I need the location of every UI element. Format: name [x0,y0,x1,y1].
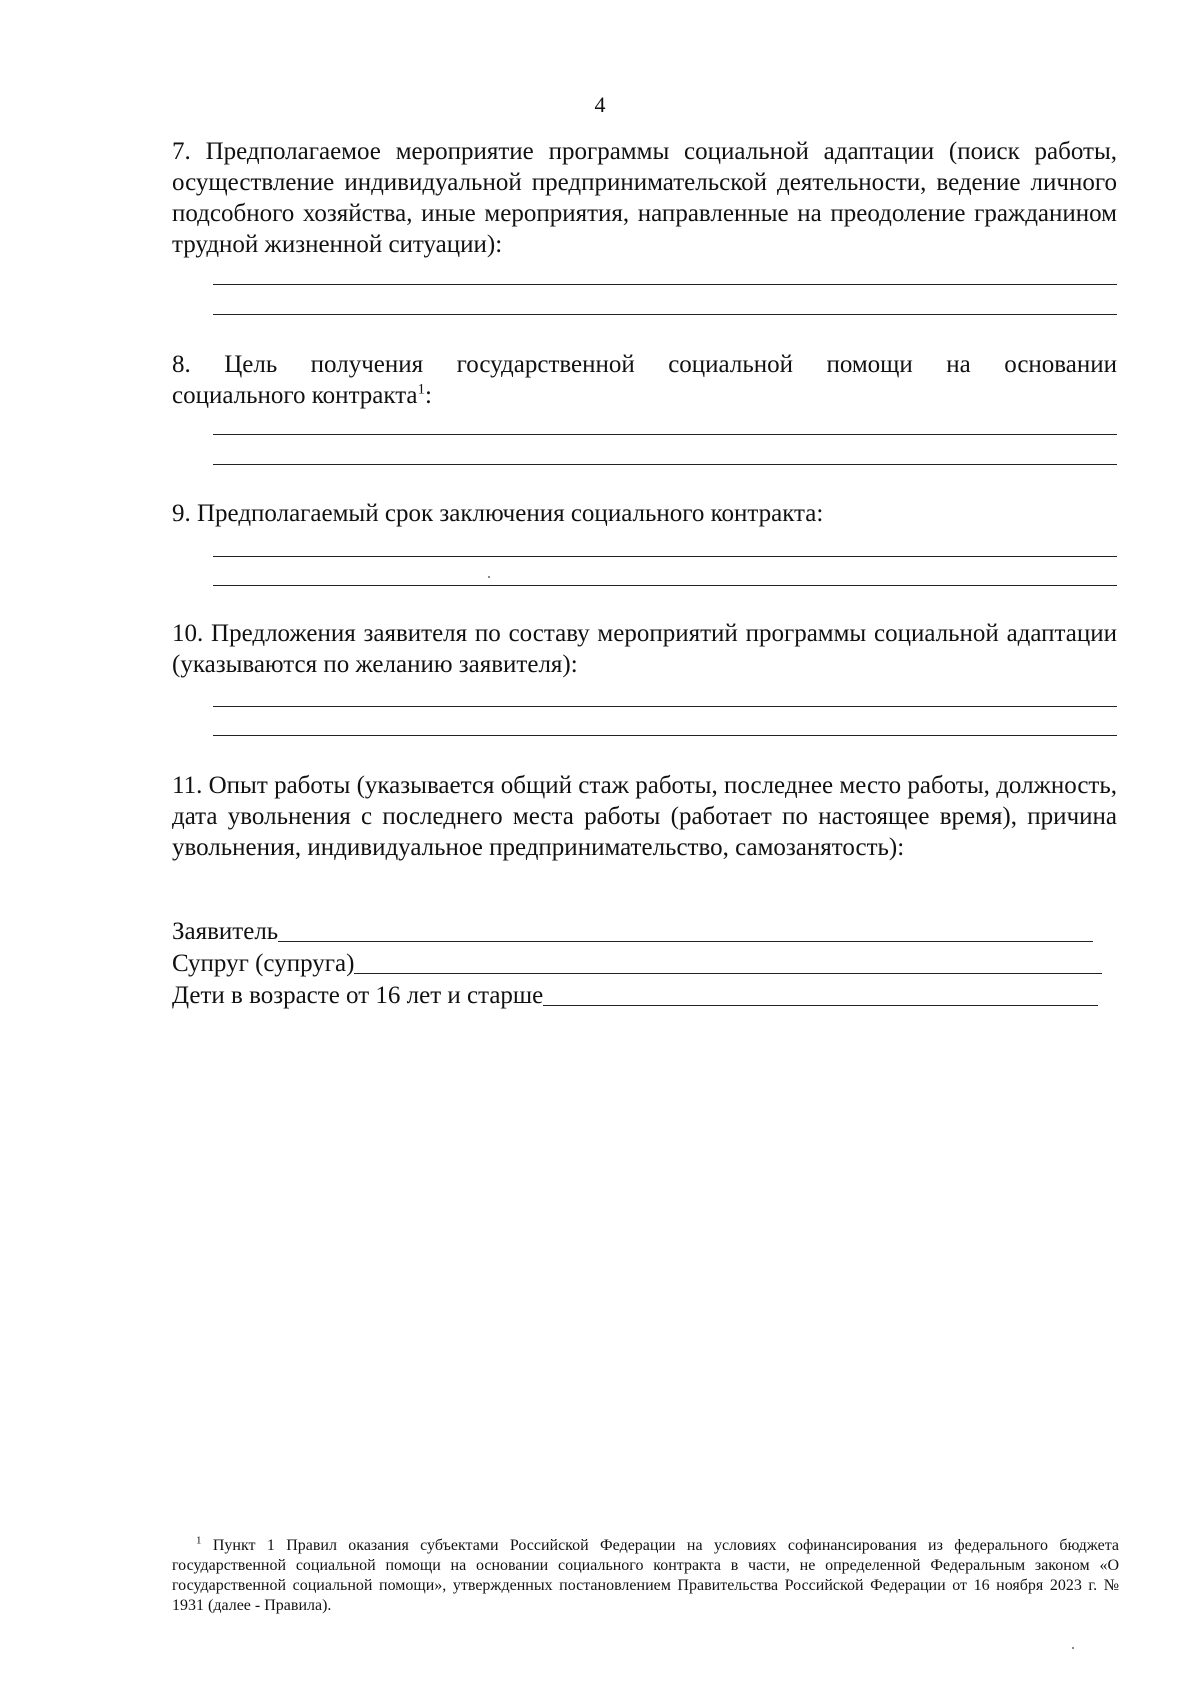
answer-line-8-2[interactable] [213,464,1117,465]
section-9-text: Предполагаемый срок заключения социального контракта: [197,500,824,527]
answer-line-7-2[interactable] [213,314,1117,315]
page-number: 4 [594,92,606,117]
section-11-text: Опыт работы (указывается общий стаж работы, последнее место работы, должность, дата увольнения с последнего места работы (работает по настоящее время), причина увольнения, индивидуальное предпринимательство, самозанятость): [172,772,1118,861]
footnote-mark: 1 [196,1534,202,1547]
spouse-label: Супруг (супруга) [172,950,355,977]
section-8-text-line-1: Цель получения государственной социальной помощи на основании [224,351,1117,378]
section-9 [172,498,1117,529]
section-8-line-1 [172,349,1117,380]
answer-line-9-1[interactable] [213,556,1117,557]
section-10-text: Предложения заявителя по составу мероприятий программы социальной адаптации (указываются по желанию заявителя): [172,620,1118,678]
applicant-signature-row [172,916,1093,947]
section-7-text: Предполагаемое мероприятие программы социальной адаптации (поиск работы, осуществление индивидуальной предпринимательской деятельности, ведение личного подсобного хозяйства, иные мероприятия, направленные на преодоление гражданином трудной жизненной ситуации): [172,138,1117,258]
answer-line-8-1[interactable] [213,434,1117,435]
section-8-line-2 [172,380,1117,411]
applicant-label: Заявитель [172,918,279,945]
spouse-signature-row [172,948,1102,979]
section-11 [172,770,1117,863]
section-11-number: 11. [172,772,203,799]
footnote-reference[interactable]: 1 [417,381,426,398]
answer-line-10-1[interactable] [213,706,1117,707]
section-7 [172,136,1117,260]
scan-speck [488,576,490,578]
footnote [172,1536,1119,1616]
answer-line-9-2[interactable] [213,585,1117,586]
answer-line-7-1[interactable] [213,284,1117,285]
section-8-text-line-2: социального контракта [172,382,418,409]
section-10-number: 10. [172,620,204,647]
children-signature-row [172,980,1098,1011]
section-8-number: 8. [172,351,191,378]
scan-speck [1072,1647,1074,1649]
section-9-number: 9. [172,500,191,527]
section-7-number: 7. [172,138,191,165]
children-label: Дети в возрасте от 16 лет и старше [172,982,544,1009]
answer-line-10-2[interactable] [213,735,1117,736]
section-8-colon: : [425,382,432,409]
applicant-field[interactable] [278,917,1093,942]
footnote-text: Пункт 1 Правил оказания субъектами Российской Федерации на условиях софинансирования из федерального бюджета государственной социальной помощи на основании социального контракта в части, не определенной Федеральным законом «О государственной социальной помощи», утвержденных постановлением Правительства Российской Федерации от 16 ноября 2023 г. № 1931 (далее - Правила). [172,1537,1119,1614]
section-10 [172,618,1117,680]
children-field[interactable] [543,981,1098,1006]
spouse-field[interactable] [354,949,1102,974]
